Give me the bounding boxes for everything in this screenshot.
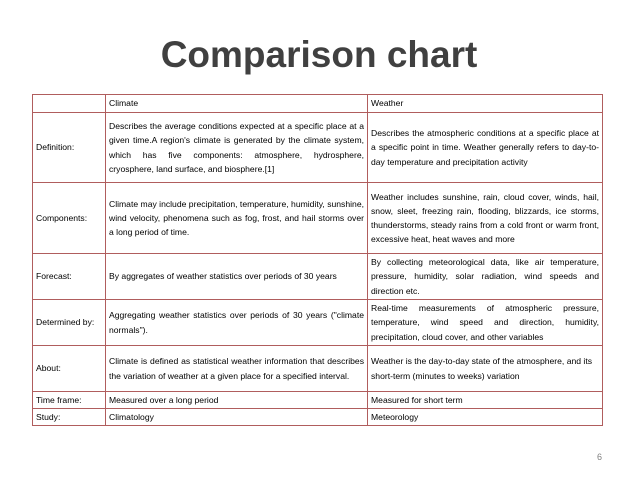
weather-cell: Meteorology: [368, 409, 603, 426]
climate-cell: Climate is defined as statistical weather information that describes the variation of weather at a given place for a specified interval.: [106, 346, 368, 392]
row-label: Components:: [33, 183, 106, 254]
climate-cell: Measured over a long period: [106, 392, 368, 409]
climate-cell: By aggregates of weather statistics over periods of 30 years: [106, 254, 368, 300]
weather-cell: Weather is the day-to-day state of the atmosphere, and its short-term (minutes to weeks) variation: [368, 346, 603, 392]
weather-cell: Measured for short term: [368, 392, 603, 409]
header-cell-empty: [33, 95, 106, 113]
header-cell-climate: Climate: [106, 95, 368, 113]
table-row: [33, 409, 603, 426]
climate-cell: Describes the average conditions expected at a specific place at a given time.A region's climate is generated by the climate system, which has five components: atmosphere, hydrosphere, cryosphere, land surface, and biosphere.[1]: [106, 113, 368, 183]
table-row: [33, 254, 603, 300]
row-label: Definition:: [33, 113, 106, 183]
table-row: [33, 300, 603, 346]
weather-cell: Weather includes sunshine, rain, cloud cover, winds, hail, snow, sleet, freezing rain, flooding, blizzards, ice storms, thunderstorms, steady rains from a cold front or warm front, excessive heat, heat waves and more: [368, 183, 603, 254]
table-row: [33, 113, 603, 183]
climate-cell: Climate may include precipitation, temperature, humidity, sunshine, wind velocity, phenomena such as fog, frost, and hail storms over a long period of time.: [106, 183, 368, 254]
table-header-row: [33, 95, 603, 113]
header-cell-weather: Weather: [368, 95, 603, 113]
weather-cell: Real-time measurements of atmospheric pressure, temperature, wind speed and direction, humidity, precipitation, cloud cover, and other variables: [368, 300, 603, 346]
table-row: [33, 183, 603, 254]
page-number: 6: [596, 452, 602, 462]
row-label: Forecast:: [33, 254, 106, 300]
row-label: About:: [33, 346, 106, 392]
row-label: Time frame:: [33, 392, 106, 409]
climate-cell: Climatology: [106, 409, 368, 426]
table-row: [33, 346, 603, 392]
row-label: Determined by:: [33, 300, 106, 346]
row-label: Study:: [33, 409, 106, 426]
weather-cell: By collecting meteorological data, like air temperature, pressure, humidity, solar radiation, wind speeds and direction etc.: [368, 254, 603, 300]
page-title: Comparison chart: [160, 34, 478, 75]
table-row: [33, 392, 603, 409]
weather-cell: Describes the atmospheric conditions at a specific place at a specific point in time. Weather generally refers to day-to-day temperature and precipitation activity: [368, 113, 603, 183]
comparison-table: [32, 94, 603, 426]
climate-cell: Aggregating weather statistics over periods of 30 years ("climate normals").: [106, 300, 368, 346]
